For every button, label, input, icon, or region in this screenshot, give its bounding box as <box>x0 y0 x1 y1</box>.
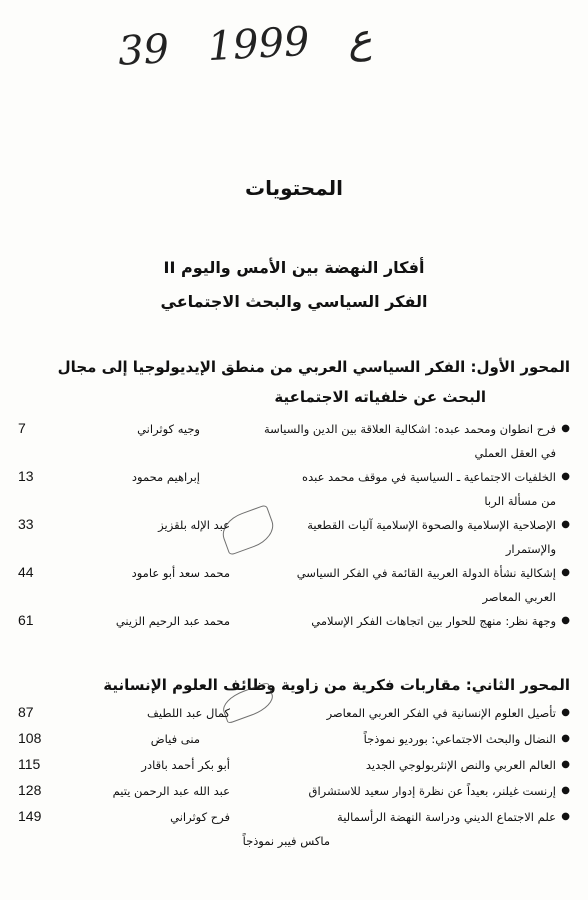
entry-author: عبد الله عبد الرحمن يتيم <box>112 784 230 798</box>
entry-title-continuation: والإستمرار <box>505 542 556 556</box>
axis-1-heading-line-2: البحث عن خلفياته الاجتماعية <box>274 388 486 406</box>
bullet-icon: ● <box>561 707 570 718</box>
entry-author: عبد الإله بلقزيز <box>158 518 230 532</box>
bullet-icon: ● <box>561 615 570 626</box>
axis-2-heading <box>50 670 570 700</box>
subtitle-line-1: أفكار النهضة بين الأمس واليوم II <box>163 258 425 277</box>
entry-page: 44 <box>18 564 34 580</box>
entry-title: العالم العربي والنص الإنثربولوجي الجديد <box>365 758 556 772</box>
toc-entry[interactable] <box>18 516 570 564</box>
entry-title-continuation: ماكس فيبر نموذجاً <box>242 834 330 848</box>
bullet-icon: ● <box>561 423 570 434</box>
bullet-icon: ● <box>561 785 570 796</box>
entry-page: 13 <box>18 468 34 484</box>
entry-page: 7 <box>18 420 26 436</box>
entry-author: محمد سعد أبو عامود <box>131 566 230 580</box>
bullet-icon: ● <box>561 567 570 578</box>
bullet-icon: ● <box>561 759 570 770</box>
entry-author: كمال عبد اللطيف <box>147 706 230 720</box>
toc-entry[interactable] <box>18 782 570 808</box>
toc-entry[interactable] <box>18 564 570 612</box>
toc-entry[interactable] <box>18 612 570 638</box>
entry-author: أبو بكر أحمد باقادر <box>141 758 230 772</box>
entry-page: 128 <box>18 782 42 798</box>
axis-1-heading-line-1: المحور الأول: الفكر السياسي العربي من منطق الإيديولوجيا إلى مجال <box>57 358 570 376</box>
entry-title-continuation: من مسألة الربا <box>484 494 556 508</box>
bullet-icon: ● <box>561 733 570 744</box>
entry-title: تأصيل العلوم الإنسانية في الفكر العربي المعاصر <box>326 706 556 720</box>
entry-page: 149 <box>18 808 42 824</box>
toc-entry[interactable] <box>18 730 570 756</box>
entry-author: وجيه كوثراني <box>137 422 200 436</box>
subtitle-line-2: الفكر السياسي والبحث الاجتماعي <box>160 292 428 311</box>
bullet-icon: ● <box>561 519 570 530</box>
axis-2-heading-line-1: المحور الثاني: مقاربات فكرية من زاوية وظائف العلوم الإنسانية <box>103 676 570 694</box>
handwritten-reference: 39 ع 1999 <box>116 15 374 75</box>
entry-page: 108 <box>18 730 42 746</box>
bullet-icon: ● <box>561 811 570 822</box>
toc-entry[interactable] <box>18 808 570 856</box>
entry-page: 87 <box>18 704 34 720</box>
entry-title-continuation: العربي المعاصر <box>482 590 556 604</box>
entry-title: وجهة نظر: منهج للحوار بين اتجاهات الفكر الإسلامي <box>311 614 556 628</box>
entry-title: إشكالية نشأة الدولة العربية القائمة في الفكر السياسي <box>296 566 556 580</box>
toc-entry[interactable] <box>18 756 570 782</box>
toc-entry[interactable] <box>18 420 570 468</box>
toc-entry[interactable] <box>18 704 570 730</box>
entry-page: 61 <box>18 612 34 628</box>
axis-1-entries <box>18 420 570 638</box>
entry-title: النضال والبحث الاجتماعي: بورديو نموذجاً <box>363 732 556 746</box>
entry-title: علم الاجتماع الديني ودراسة النهضة الرأسمالية <box>337 810 556 824</box>
bullet-icon: ● <box>561 471 570 482</box>
page-title: المحتويات <box>244 176 343 200</box>
entry-author: إبراهيم محمود <box>131 470 200 484</box>
entry-title: فرح انطوان ومحمد عبده: اشكالية العلاقة بين الدين والسياسة <box>263 422 556 436</box>
axis-1-heading <box>50 352 570 412</box>
entry-page: 115 <box>18 756 41 772</box>
axis-2-entries <box>18 704 570 856</box>
entry-author: منى فياض <box>150 732 200 746</box>
entry-title: إرنست غيلنر، بعيداً عن نظرة إدوار سعيد للاستشراق <box>308 784 556 798</box>
entry-author: فرح كوثراني <box>170 810 230 824</box>
entry-author: محمد عبد الرحيم الزيني <box>115 614 230 628</box>
entry-page: 33 <box>18 516 34 532</box>
entry-title: الخلفيات الاجتماعية ـ السياسية في موقف محمد عبده <box>302 470 556 484</box>
entry-title-continuation: في العقل العملي <box>474 446 556 460</box>
toc-entry[interactable] <box>18 468 570 516</box>
entry-title: الإصلاحية الإسلامية والصحوة الإسلامية آليات القطعية <box>307 518 556 532</box>
